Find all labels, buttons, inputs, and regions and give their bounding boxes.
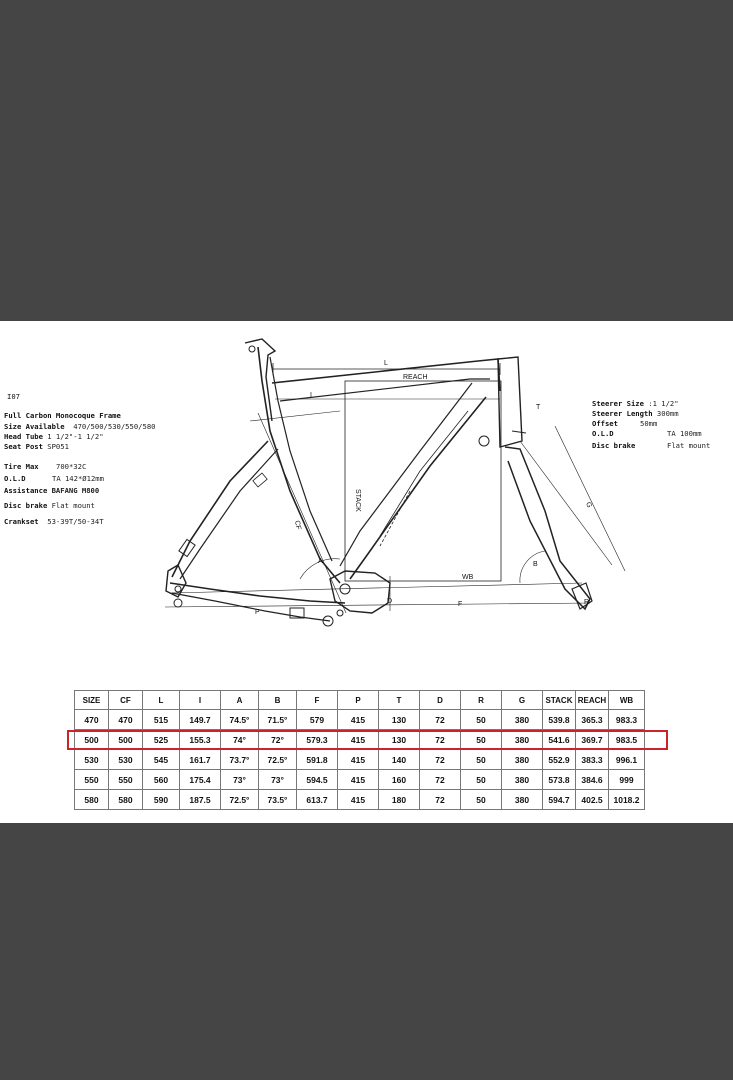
header-g: G [502, 691, 543, 710]
table-cell: 130 [379, 730, 420, 750]
header-a: A [221, 691, 259, 710]
table-cell: 140 [379, 750, 420, 770]
table-cell: 530 [109, 750, 143, 770]
header-l: L [143, 691, 180, 710]
table-cell: 415 [338, 770, 379, 790]
table-cell: 380 [502, 770, 543, 790]
geometry-sheet [0, 321, 733, 823]
table-cell: 550 [109, 770, 143, 790]
table-cell: 560 [143, 770, 180, 790]
table-cell: 149.7 [180, 710, 221, 730]
table-cell: 73.5° [259, 790, 297, 810]
table-cell: 72° [259, 730, 297, 750]
label-P: P [255, 609, 260, 616]
table-cell: 50 [461, 750, 502, 770]
table-cell: 539.8 [543, 710, 576, 730]
table-cell: 187.5 [180, 790, 221, 810]
table-cell: 552.9 [543, 750, 576, 770]
table-cell: 155.3 [180, 730, 221, 750]
label-CF: CF [293, 519, 302, 531]
header-cf: CF [109, 691, 143, 710]
table-cell: 470 [109, 710, 143, 730]
spec-seat-post: Seat Post SP051 [4, 442, 69, 451]
table-row [75, 750, 645, 770]
table-cell: 1018.2 [609, 790, 645, 810]
table-cell: 180 [379, 790, 420, 810]
label-stack: STACK [354, 489, 361, 512]
table-cell: 130 [379, 710, 420, 730]
label-reach: REACH [403, 374, 428, 381]
geometry-table [74, 690, 645, 810]
table-cell: 50 [461, 730, 502, 750]
label-B: B [533, 561, 538, 568]
table-cell: 73.7° [221, 750, 259, 770]
header-stack: STACK [543, 691, 576, 710]
table-cell: 591.8 [297, 750, 338, 770]
table-header-row [75, 691, 645, 710]
header-size: SIZE [75, 691, 109, 710]
table-cell: 402.5 [576, 790, 609, 810]
spec-disc-brake: Disc brake Flat mount [4, 501, 95, 510]
table-cell: 550 [75, 770, 109, 790]
table-cell: 384.6 [576, 770, 609, 790]
label-D: D [387, 598, 393, 605]
spec-old-front: O.L.D TA 100mm [592, 429, 702, 438]
table-cell: 545 [143, 750, 180, 770]
table-cell: 72 [420, 730, 461, 750]
table-cell: 72 [420, 790, 461, 810]
table-row [75, 770, 645, 790]
table-row [75, 710, 645, 730]
spec-front-disc: Disc brake Flat mount [592, 441, 711, 450]
header-r: R [461, 691, 502, 710]
table-cell: 983.3 [609, 710, 645, 730]
table-cell: 590 [143, 790, 180, 810]
table-cell: 500 [75, 730, 109, 750]
table-cell: 72.5° [221, 790, 259, 810]
table-cell: 160 [379, 770, 420, 790]
label-T: T [536, 404, 541, 411]
spec-offset: Offset 50mm [592, 419, 658, 428]
model-name: I07 [7, 392, 20, 401]
spec-crankset: Crankset 53-39T/50-34T [4, 517, 104, 526]
label-I: I [310, 392, 312, 399]
header-f: F [297, 691, 338, 710]
table-cell: 175.4 [180, 770, 221, 790]
spec-old-rear: O.L.D TA 142*Ø12mm [4, 474, 104, 483]
table-cell: 380 [502, 750, 543, 770]
header-i: I [180, 691, 221, 710]
table-cell: 515 [143, 710, 180, 730]
header-reach: REACH [576, 691, 609, 710]
table-cell: 500 [109, 730, 143, 750]
table-cell: 415 [338, 790, 379, 810]
table-cell: 71.5° [259, 710, 297, 730]
header-p: P [338, 691, 379, 710]
label-R: R [584, 599, 590, 606]
table-cell: 50 [461, 770, 502, 790]
table-cell: 50 [461, 790, 502, 810]
table-cell: 594.7 [543, 790, 576, 810]
table-cell: 415 [338, 730, 379, 750]
header-b: B [259, 691, 297, 710]
header-d: D [420, 691, 461, 710]
table-cell: 580 [109, 790, 143, 810]
table-cell: 380 [502, 790, 543, 810]
table-cell: 73° [221, 770, 259, 790]
spec-steerer-length: Steerer Length 300mm [592, 409, 679, 418]
spec-frame: Full Carbon Monocoque Frame [4, 411, 121, 420]
table-cell: 594.5 [297, 770, 338, 790]
table-cell: 380 [502, 710, 543, 730]
spec-steerer-size: Steerer Size :1 1/2" [592, 399, 679, 408]
table-cell: 72 [420, 750, 461, 770]
table-cell: 579 [297, 710, 338, 730]
table-cell: 380 [502, 730, 543, 750]
table-cell: 525 [143, 730, 180, 750]
table-cell: 415 [338, 750, 379, 770]
highlight-box [67, 730, 668, 750]
table-cell: 999 [609, 770, 645, 790]
label-G: G [584, 501, 593, 509]
table-cell: 365.3 [576, 710, 609, 730]
table-cell: 415 [338, 710, 379, 730]
table-cell: 73° [259, 770, 297, 790]
table-cell: 470 [75, 710, 109, 730]
spec-head-tube: Head Tube 1 1/2"-1 1/2" [4, 432, 104, 441]
spec-assistance: Assistance BAFANG M800 [4, 486, 100, 495]
header-wb: WB [609, 691, 645, 710]
table-cell: 369.7 [576, 730, 609, 750]
table-row [75, 790, 645, 810]
table-cell: 541.6 [543, 730, 576, 750]
table-cell: 72.5° [259, 750, 297, 770]
label-A: A [318, 558, 323, 565]
table-cell: 50 [461, 710, 502, 730]
table-cell: 579.3 [297, 730, 338, 750]
spec-tire: Tire Max 700*32C [4, 462, 87, 471]
table-cell: 573.8 [543, 770, 576, 790]
label-WB: WB [462, 574, 474, 581]
table-cell: 996.1 [609, 750, 645, 770]
table-cell: 72 [420, 710, 461, 730]
header-t: T [379, 691, 420, 710]
label-F: F [458, 601, 463, 608]
table-cell: 74.5° [221, 710, 259, 730]
table-cell: 383.3 [576, 750, 609, 770]
table-cell: 74° [221, 730, 259, 750]
table-cell: 72 [420, 770, 461, 790]
label-L: L [384, 360, 388, 367]
spec-sizes: Size Available 470/500/530/550/580 [4, 422, 156, 431]
table-cell: 983.5 [609, 730, 645, 750]
table-cell: 580 [75, 790, 109, 810]
table-cell: 530 [75, 750, 109, 770]
table-cell: 613.7 [297, 790, 338, 810]
table-cell: 161.7 [180, 750, 221, 770]
